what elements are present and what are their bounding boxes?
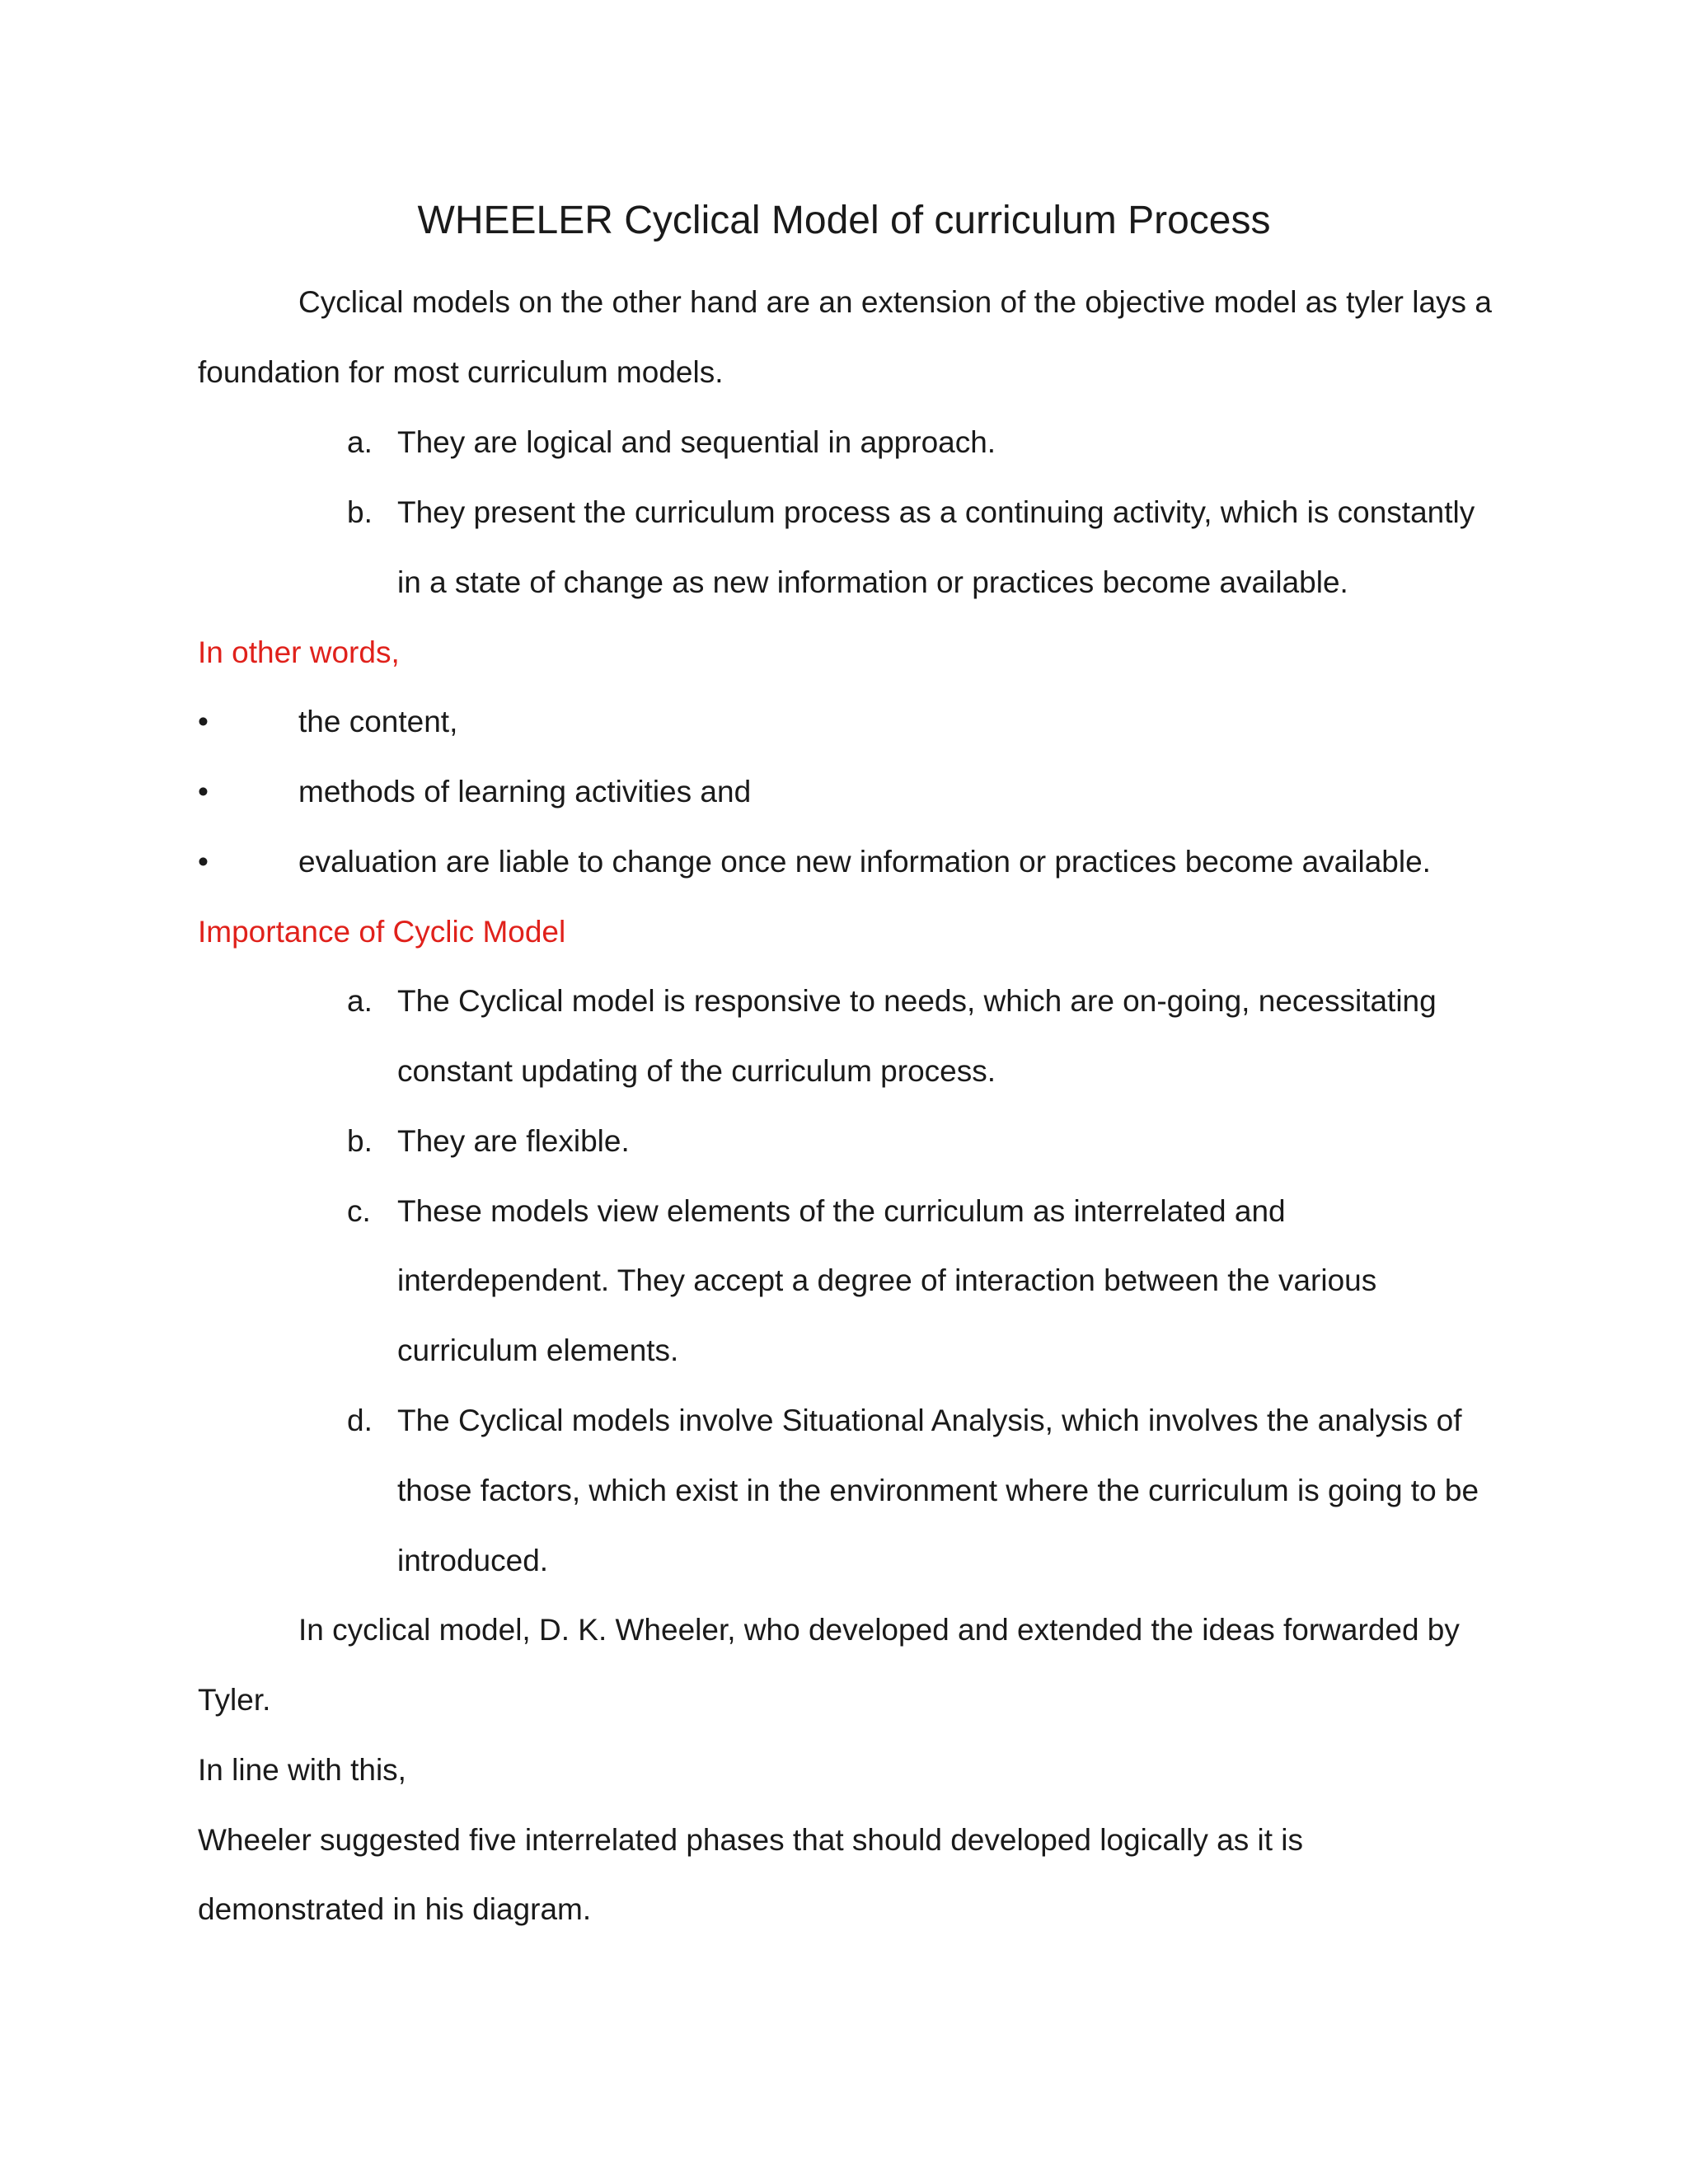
list-item-text: introduced. [397, 1544, 549, 1577]
bullet-icon: • [198, 845, 209, 879]
list-item-text: They are flexible. [397, 1124, 630, 1158]
bullet-icon: • [198, 705, 209, 738]
list-item-text: These models view elements of the curriculum as interrelated and [397, 1194, 1286, 1228]
page-title: WHEELER Cyclical Model of curriculum Process [417, 199, 1271, 242]
intro-paragraph-line-1: Cyclical models on the other hand are an extension of the objective model as tyler lays a [298, 285, 1492, 319]
list-item-text: in a state of change as new information or practices become available. [397, 565, 1348, 599]
list-marker: d. [347, 1404, 373, 1437]
closing-paragraph-line-4: Wheeler suggested five interrelated phases that should developed logically as it is [198, 1823, 1304, 1857]
heading-other-words: In other words, [198, 635, 400, 669]
list-item-text: curriculum elements. [397, 1333, 679, 1367]
closing-paragraph-line-3: In line with this, [198, 1753, 406, 1787]
list-marker: b. [347, 495, 373, 529]
bullet-item-text: methods of learning activities and [298, 775, 752, 808]
list-marker: a. [347, 984, 373, 1018]
closing-paragraph-line-1: In cyclical model, D. K. Wheeler, who developed and extended the ideas forwarded by [298, 1613, 1460, 1647]
closing-paragraph-line-5: demonstrated in his diagram. [198, 1892, 592, 1926]
list-item-text: interdependent. They accept a degree of interaction between the various [397, 1263, 1377, 1297]
list-item-text: those factors, which exist in the environment where the curriculum is going to be [397, 1474, 1479, 1507]
bullet-item-text: evaluation are liable to change once new information or practices become available. [298, 845, 1431, 879]
closing-paragraph-line-2: Tyler. [198, 1683, 271, 1717]
list-item-text: They are logical and sequential in approach. [397, 425, 996, 459]
intro-paragraph-line-2: foundation for most curriculum models. [198, 355, 724, 389]
list-item-text: The Cyclical model is responsive to needs, which are on-going, necessitating [397, 984, 1437, 1018]
list-marker: a. [347, 425, 373, 459]
list-marker: c. [347, 1194, 371, 1228]
list-item-text: The Cyclical models involve Situational Analysis, which involves the analysis of [397, 1404, 1462, 1437]
bullet-item-text: the content, [298, 705, 458, 738]
list-marker: b. [347, 1124, 373, 1158]
list-item-text: constant updating of the curriculum process. [397, 1054, 996, 1088]
bullet-icon: • [198, 775, 209, 808]
heading-importance: Importance of Cyclic Model [198, 915, 566, 949]
list-item-text: They present the curriculum process as a continuing activity, which is constantly [397, 495, 1475, 529]
